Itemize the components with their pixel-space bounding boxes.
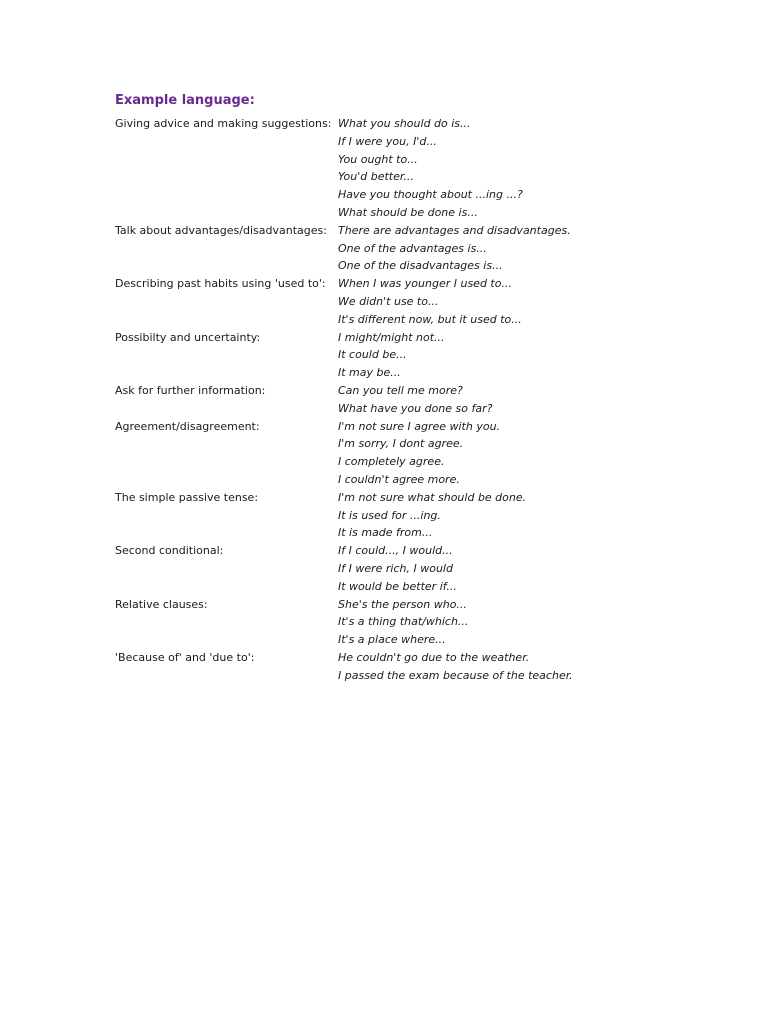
example-phrase: I couldn't agree more. [338, 472, 460, 486]
example-phrase: What should be done is... [338, 205, 478, 219]
section-examples [338, 649, 573, 685]
section-label: Talk about advantages/disadvantages: [115, 223, 327, 237]
example-phrase: I'm not sure what should be done. [338, 490, 527, 504]
section-examples [338, 542, 457, 595]
section-label: Describing past habits using 'used to': [115, 277, 326, 291]
section-examples [338, 222, 571, 275]
section-label: 'Because of' and 'due to': [115, 650, 255, 664]
language-section [115, 382, 768, 418]
example-phrase: Can you tell me more? [338, 383, 463, 397]
section-examples [338, 275, 522, 328]
language-section [115, 222, 768, 275]
page-heading: Example language: [115, 93, 255, 108]
section-examples [338, 596, 468, 649]
section-label: Possibilty and uncertainty: [115, 330, 261, 344]
section-label: Ask for further information: [115, 383, 266, 397]
section-label: Giving advice and making suggestions: [115, 117, 332, 130]
example-phrase: If I were rich, I would [338, 561, 453, 575]
language-section [115, 649, 768, 685]
example-phrase: There are advantages and disadvantages. [338, 223, 571, 237]
example-phrase: If I could..., I would... [338, 544, 453, 558]
language-section [115, 275, 768, 328]
example-phrase: When I was younger I used to... [338, 277, 512, 291]
example-phrase: I completely agree. [338, 455, 445, 469]
section-examples [338, 115, 523, 222]
example-phrase: It's a thing that/which... [338, 615, 469, 629]
example-phrase: It is used for ...ing. [338, 508, 441, 522]
example-phrase: You'd better... [338, 170, 414, 184]
example-phrase: One of the advantages is... [338, 241, 487, 255]
example-phrase: One of the disadvantages is... [338, 259, 503, 273]
section-examples [338, 382, 492, 418]
example-phrase: What you should do is... [338, 117, 471, 130]
example-phrase: What have you done so far? [338, 401, 493, 415]
language-section [115, 596, 768, 649]
example-phrase: Have you thought about ...ing ...? [338, 188, 523, 202]
example-phrase: It's a place where... [338, 633, 446, 647]
section-label: Agreement/disagreement: [115, 419, 260, 433]
language-section [115, 542, 768, 595]
example-phrase: I'm not sure I agree with you. [338, 419, 501, 433]
section-examples [338, 418, 500, 489]
language-section [115, 115, 768, 222]
example-phrase: It's different now, but it used to... [338, 312, 522, 326]
section-label: The simple passive tense: [115, 490, 259, 504]
example-phrase: He couldn't go due to the weather. [338, 650, 530, 664]
example-phrase: I might/might not... [338, 330, 445, 344]
example-phrase: It could be... [338, 348, 407, 362]
section-examples [338, 489, 526, 542]
section-label: Relative clauses: [115, 597, 208, 611]
language-section [115, 329, 768, 382]
example-phrase: We didn't use to... [338, 294, 439, 308]
section-label: Second conditional: [115, 544, 224, 558]
example-phrase: I'm sorry, I dont agree. [338, 437, 464, 451]
section-examples [338, 329, 445, 382]
example-phrase: I passed the exam because of the teacher. [338, 668, 573, 682]
example-phrase: It may be... [338, 366, 401, 380]
example-phrase: She's the person who... [338, 597, 467, 611]
language-section [115, 418, 768, 489]
example-phrase: It would be better if... [338, 579, 457, 593]
example-phrase: If I were you, I'd... [338, 134, 437, 148]
language-section [115, 489, 768, 542]
example-language-list [115, 115, 768, 685]
example-phrase: You ought to... [338, 152, 418, 166]
example-phrase: It is made from... [338, 526, 433, 540]
